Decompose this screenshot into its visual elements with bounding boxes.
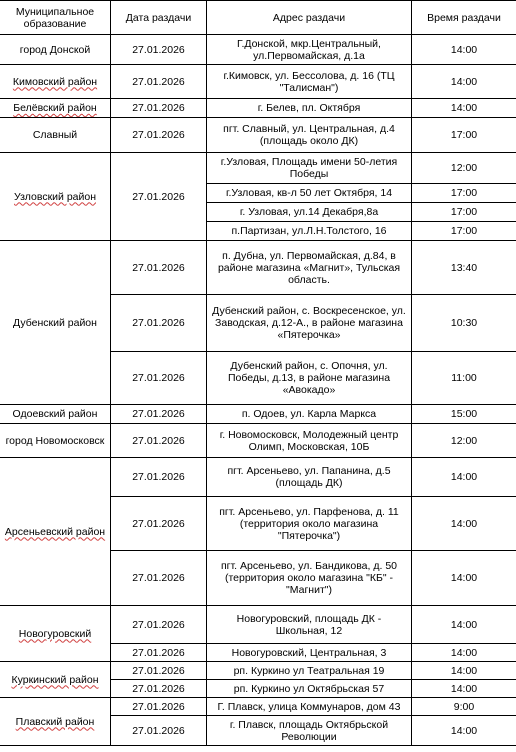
date-cell: 27.01.2026 xyxy=(111,497,207,551)
header-row xyxy=(0,1,516,35)
time-cell: 11:00 xyxy=(412,352,516,405)
date-cell: 27.01.2026 xyxy=(111,424,207,458)
table-row xyxy=(0,241,516,295)
municipality-cell: Кимовский район xyxy=(0,65,111,99)
table-row xyxy=(0,153,516,184)
table-row xyxy=(0,698,516,716)
table-row xyxy=(0,35,516,65)
time-cell: 12:00 xyxy=(412,153,516,184)
time-cell: 14:00 xyxy=(412,497,516,551)
time-cell: 15:00 xyxy=(412,405,516,424)
address-cell: Дубенский район, с. Воскресенское, ул. Заводская, д.12-А., в районе магазина «Пятерочка» xyxy=(207,295,412,352)
address-cell: пгт. Арсеньево, ул. Папанина, д.5 (площадь ДК) xyxy=(207,458,412,497)
date-cell: 27.01.2026 xyxy=(111,241,207,295)
municipality-cell: Куркинский район xyxy=(0,662,111,698)
date-cell: 27.01.2026 xyxy=(111,65,207,99)
time-cell: 14:00 xyxy=(412,680,516,698)
municipality-cell: Дубенский район xyxy=(0,241,111,405)
time-cell: 13:40 xyxy=(412,241,516,295)
date-cell: 27.01.2026 xyxy=(111,716,207,746)
header-time: Время раздачи xyxy=(412,1,516,35)
address-cell: г. Узловая, ул.14 Декабря,8а xyxy=(207,203,412,222)
address-cell: г. Белев, пл. Октября xyxy=(207,99,412,118)
address-cell: г. Новомосковск, Молодежный центр Олимп, Московская, 10Б xyxy=(207,424,412,458)
header-date: Дата раздачи xyxy=(111,1,207,35)
date-cell: 27.01.2026 xyxy=(111,551,207,606)
time-cell: 14:00 xyxy=(412,644,516,662)
time-cell: 17:00 xyxy=(412,203,516,222)
time-cell: 14:00 xyxy=(412,606,516,644)
municipality-cell: Арсеньевский район xyxy=(0,458,111,606)
time-cell: 17:00 xyxy=(412,222,516,241)
address-cell: г.Узловая, кв-л 50 лет Октября, 14 xyxy=(207,184,412,203)
address-cell: пгт. Арсеньево, ул. Бандикова, д. 50 (территория около магазина "КБ" - "Магнит") xyxy=(207,551,412,606)
address-cell: г.Кимовск, ул. Бессолова, д. 16 (ТЦ "Талисман") xyxy=(207,65,412,99)
table-row xyxy=(0,65,516,99)
time-cell: 14:00 xyxy=(412,65,516,99)
time-cell: 14:00 xyxy=(412,458,516,497)
date-cell: 27.01.2026 xyxy=(111,99,207,118)
table-row xyxy=(0,405,516,424)
table-row xyxy=(0,662,516,680)
time-cell: 14:00 xyxy=(412,99,516,118)
address-cell: Новогуровский, Центральная, 3 xyxy=(207,644,412,662)
municipality-cell: Узловский район xyxy=(0,153,111,241)
date-cell: 27.01.2026 xyxy=(111,405,207,424)
date-cell: 27.01.2026 xyxy=(111,352,207,405)
date-cell: 27.01.2026 xyxy=(111,680,207,698)
date-cell: 27.01.2026 xyxy=(111,118,207,153)
date-cell: 27.01.2026 xyxy=(111,35,207,65)
date-cell: 27.01.2026 xyxy=(111,606,207,644)
table-row xyxy=(0,118,516,153)
table-row xyxy=(0,458,516,497)
date-cell: 27.01.2026 xyxy=(111,153,207,241)
address-cell: Г. Плавск, улица Коммунаров, дом 43 xyxy=(207,698,412,716)
municipality-cell: Славный xyxy=(0,118,111,153)
address-cell: пгт. Арсеньево, ул. Парфенова, д. 11 (территория около магазина "Пятерочка") xyxy=(207,497,412,551)
address-cell: рп. Куркино ул Театральная 19 xyxy=(207,662,412,680)
date-cell: 27.01.2026 xyxy=(111,662,207,680)
date-cell: 27.01.2026 xyxy=(111,644,207,662)
time-cell: 17:00 xyxy=(412,184,516,203)
table-row xyxy=(0,424,516,458)
time-cell: 9:00 xyxy=(412,698,516,716)
address-cell: г. Плавск, площадь Октябрьской Революции xyxy=(207,716,412,746)
address-cell: п. Одоев, ул. Карла Маркса xyxy=(207,405,412,424)
time-cell: 14:00 xyxy=(412,551,516,606)
municipality-cell: Белёвский район xyxy=(0,99,111,118)
date-cell: 27.01.2026 xyxy=(111,295,207,352)
address-cell: Дубенский район, с. Опочня, ул. Победы, д.13, в районе магазина «Авокадо» xyxy=(207,352,412,405)
municipality-cell: Новогуровский xyxy=(0,606,111,662)
time-cell: 14:00 xyxy=(412,716,516,746)
address-cell: п.Партизан, ул.Л.Н.Толстого, 16 xyxy=(207,222,412,241)
address-cell: Новогуровский, площадь ДК - Школьная, 12 xyxy=(207,606,412,644)
table-row xyxy=(0,99,516,118)
municipality-cell: город Новомосковск xyxy=(0,424,111,458)
time-cell: 17:00 xyxy=(412,118,516,153)
time-cell: 14:00 xyxy=(412,662,516,680)
header-municipality: Муниципальное образование xyxy=(0,1,111,35)
municipality-cell: Одоевский район xyxy=(0,405,111,424)
address-cell: г.Узловая, Площадь имени 50-летия Победы xyxy=(207,153,412,184)
time-cell: 12:00 xyxy=(412,424,516,458)
header-address: Адрес раздачи xyxy=(207,1,412,35)
municipality-cell: город Донской xyxy=(0,35,111,65)
date-cell: 27.01.2026 xyxy=(111,698,207,716)
address-cell: рп. Куркино ул Октябрьская 57 xyxy=(207,680,412,698)
address-cell: пгт. Славный, ул. Центральная, д.4 (площадь около ДК) xyxy=(207,118,412,153)
date-cell: 27.01.2026 xyxy=(111,458,207,497)
address-cell: п. Дубна, ул. Первомайская, д.84, в районе магазина «Магнит», Тульская область. xyxy=(207,241,412,295)
address-cell: Г.Донской, мкр.Центральный, ул.Первомайская, д.1а xyxy=(207,35,412,65)
time-cell: 14:00 xyxy=(412,35,516,65)
table-row xyxy=(0,606,516,644)
municipality-cell: Плавский район xyxy=(0,698,111,746)
time-cell: 10:30 xyxy=(412,295,516,352)
